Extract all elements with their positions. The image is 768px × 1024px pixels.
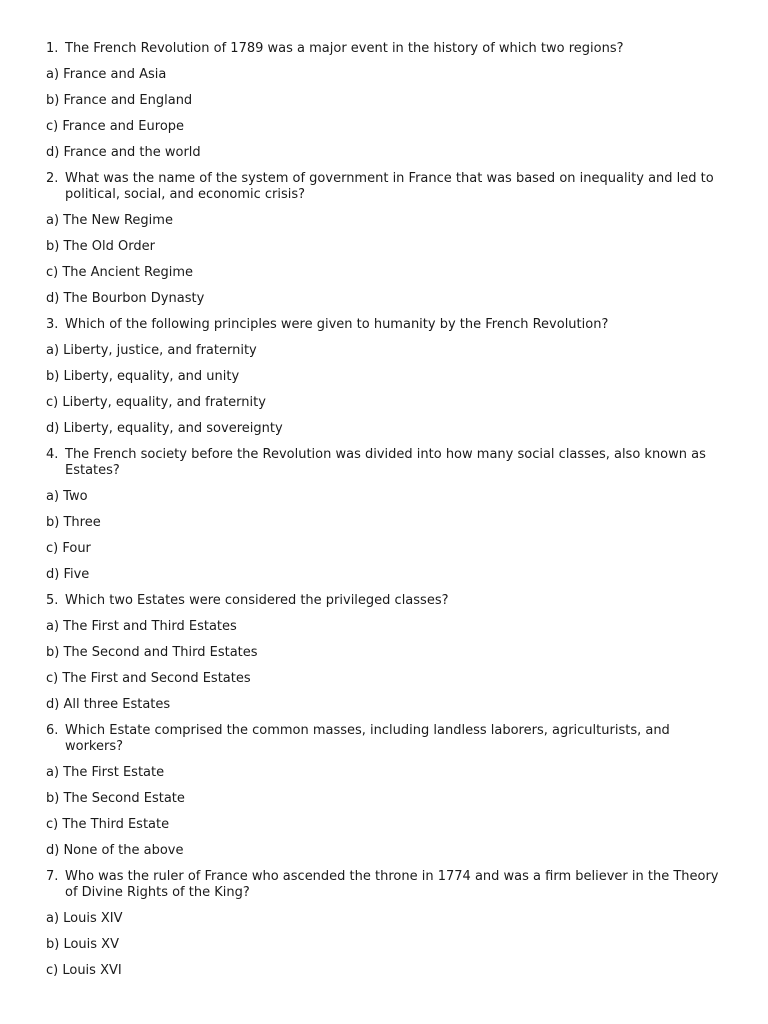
answer-option-c: c) Louis XVI xyxy=(46,963,122,978)
answer-option-c: c) The Third Estate xyxy=(46,817,170,832)
question-number: 6. xyxy=(46,723,59,738)
answer-option-b: b) Louis XV xyxy=(46,937,119,952)
question-number: 5. xyxy=(46,593,59,608)
quiz-document xyxy=(46,41,726,989)
answer-option-c: c) The First and Second Estates xyxy=(46,671,251,686)
question-text: Which Estate comprised the common masses, including landless laborers, agriculturists, and workers? xyxy=(65,723,670,754)
question-text: The French Revolution of 1789 was a major event in the history of which two regions? xyxy=(65,41,624,56)
question-5 xyxy=(46,593,726,609)
answer-option-b: b) The Second and Third Estates xyxy=(46,645,258,660)
question-3 xyxy=(46,317,726,333)
answer-option-a: a) The New Regime xyxy=(46,213,173,228)
answer-option-c: c) France and Europe xyxy=(46,119,185,134)
question-2 xyxy=(46,171,726,203)
question-6 xyxy=(46,723,726,755)
question-number: 1. xyxy=(46,41,59,56)
answer-option-d: d) The Bourbon Dynasty xyxy=(46,291,205,306)
answer-option-c: c) Four xyxy=(46,541,91,556)
answer-option-d: d) France and the world xyxy=(46,145,201,160)
answer-option-c: c) The Ancient Regime xyxy=(46,265,193,280)
answer-option-b: b) Liberty, equality, and unity xyxy=(46,369,240,384)
answer-option-c: c) Liberty, equality, and fraternity xyxy=(46,395,266,410)
answer-option-d: d) None of the above xyxy=(46,843,184,858)
question-text: Which of the following principles were given to humanity by the French Revolution? xyxy=(65,317,609,332)
answer-option-b: b) The Old Order xyxy=(46,239,155,254)
question-number: 2. xyxy=(46,171,59,186)
answer-option-b: b) Three xyxy=(46,515,101,530)
answer-option-a: a) France and Asia xyxy=(46,67,167,82)
question-number: 3. xyxy=(46,317,59,332)
question-number: 4. xyxy=(46,447,59,462)
answer-option-a: a) The First and Third Estates xyxy=(46,619,237,634)
question-4 xyxy=(46,447,726,479)
answer-option-a: a) The First Estate xyxy=(46,765,165,780)
question-text: The French society before the Revolution was divided into how many social classes, also known as Estates? xyxy=(65,447,706,478)
question-number: 7. xyxy=(46,869,59,884)
question-text: What was the name of the system of government in France that was based on inequality and led to political, social, and economic crisis? xyxy=(65,171,714,202)
answer-option-a: a) Two xyxy=(46,489,88,504)
question-text: Who was the ruler of France who ascended the throne in 1774 and was a firm believer in the Theory of Divine Rights of the King? xyxy=(65,869,719,900)
answer-option-a: a) Liberty, justice, and fraternity xyxy=(46,343,257,358)
answer-option-a: a) Louis XIV xyxy=(46,911,123,926)
question-text: Which two Estates were considered the privileged classes? xyxy=(65,593,449,608)
answer-option-b: b) The Second Estate xyxy=(46,791,185,806)
answer-option-b: b) France and England xyxy=(46,93,193,108)
question-7 xyxy=(46,869,726,901)
answer-option-d: d) Liberty, equality, and sovereignty xyxy=(46,421,283,436)
question-1 xyxy=(46,41,726,57)
answer-option-d: d) All three Estates xyxy=(46,697,171,712)
answer-option-d: d) Five xyxy=(46,567,90,582)
